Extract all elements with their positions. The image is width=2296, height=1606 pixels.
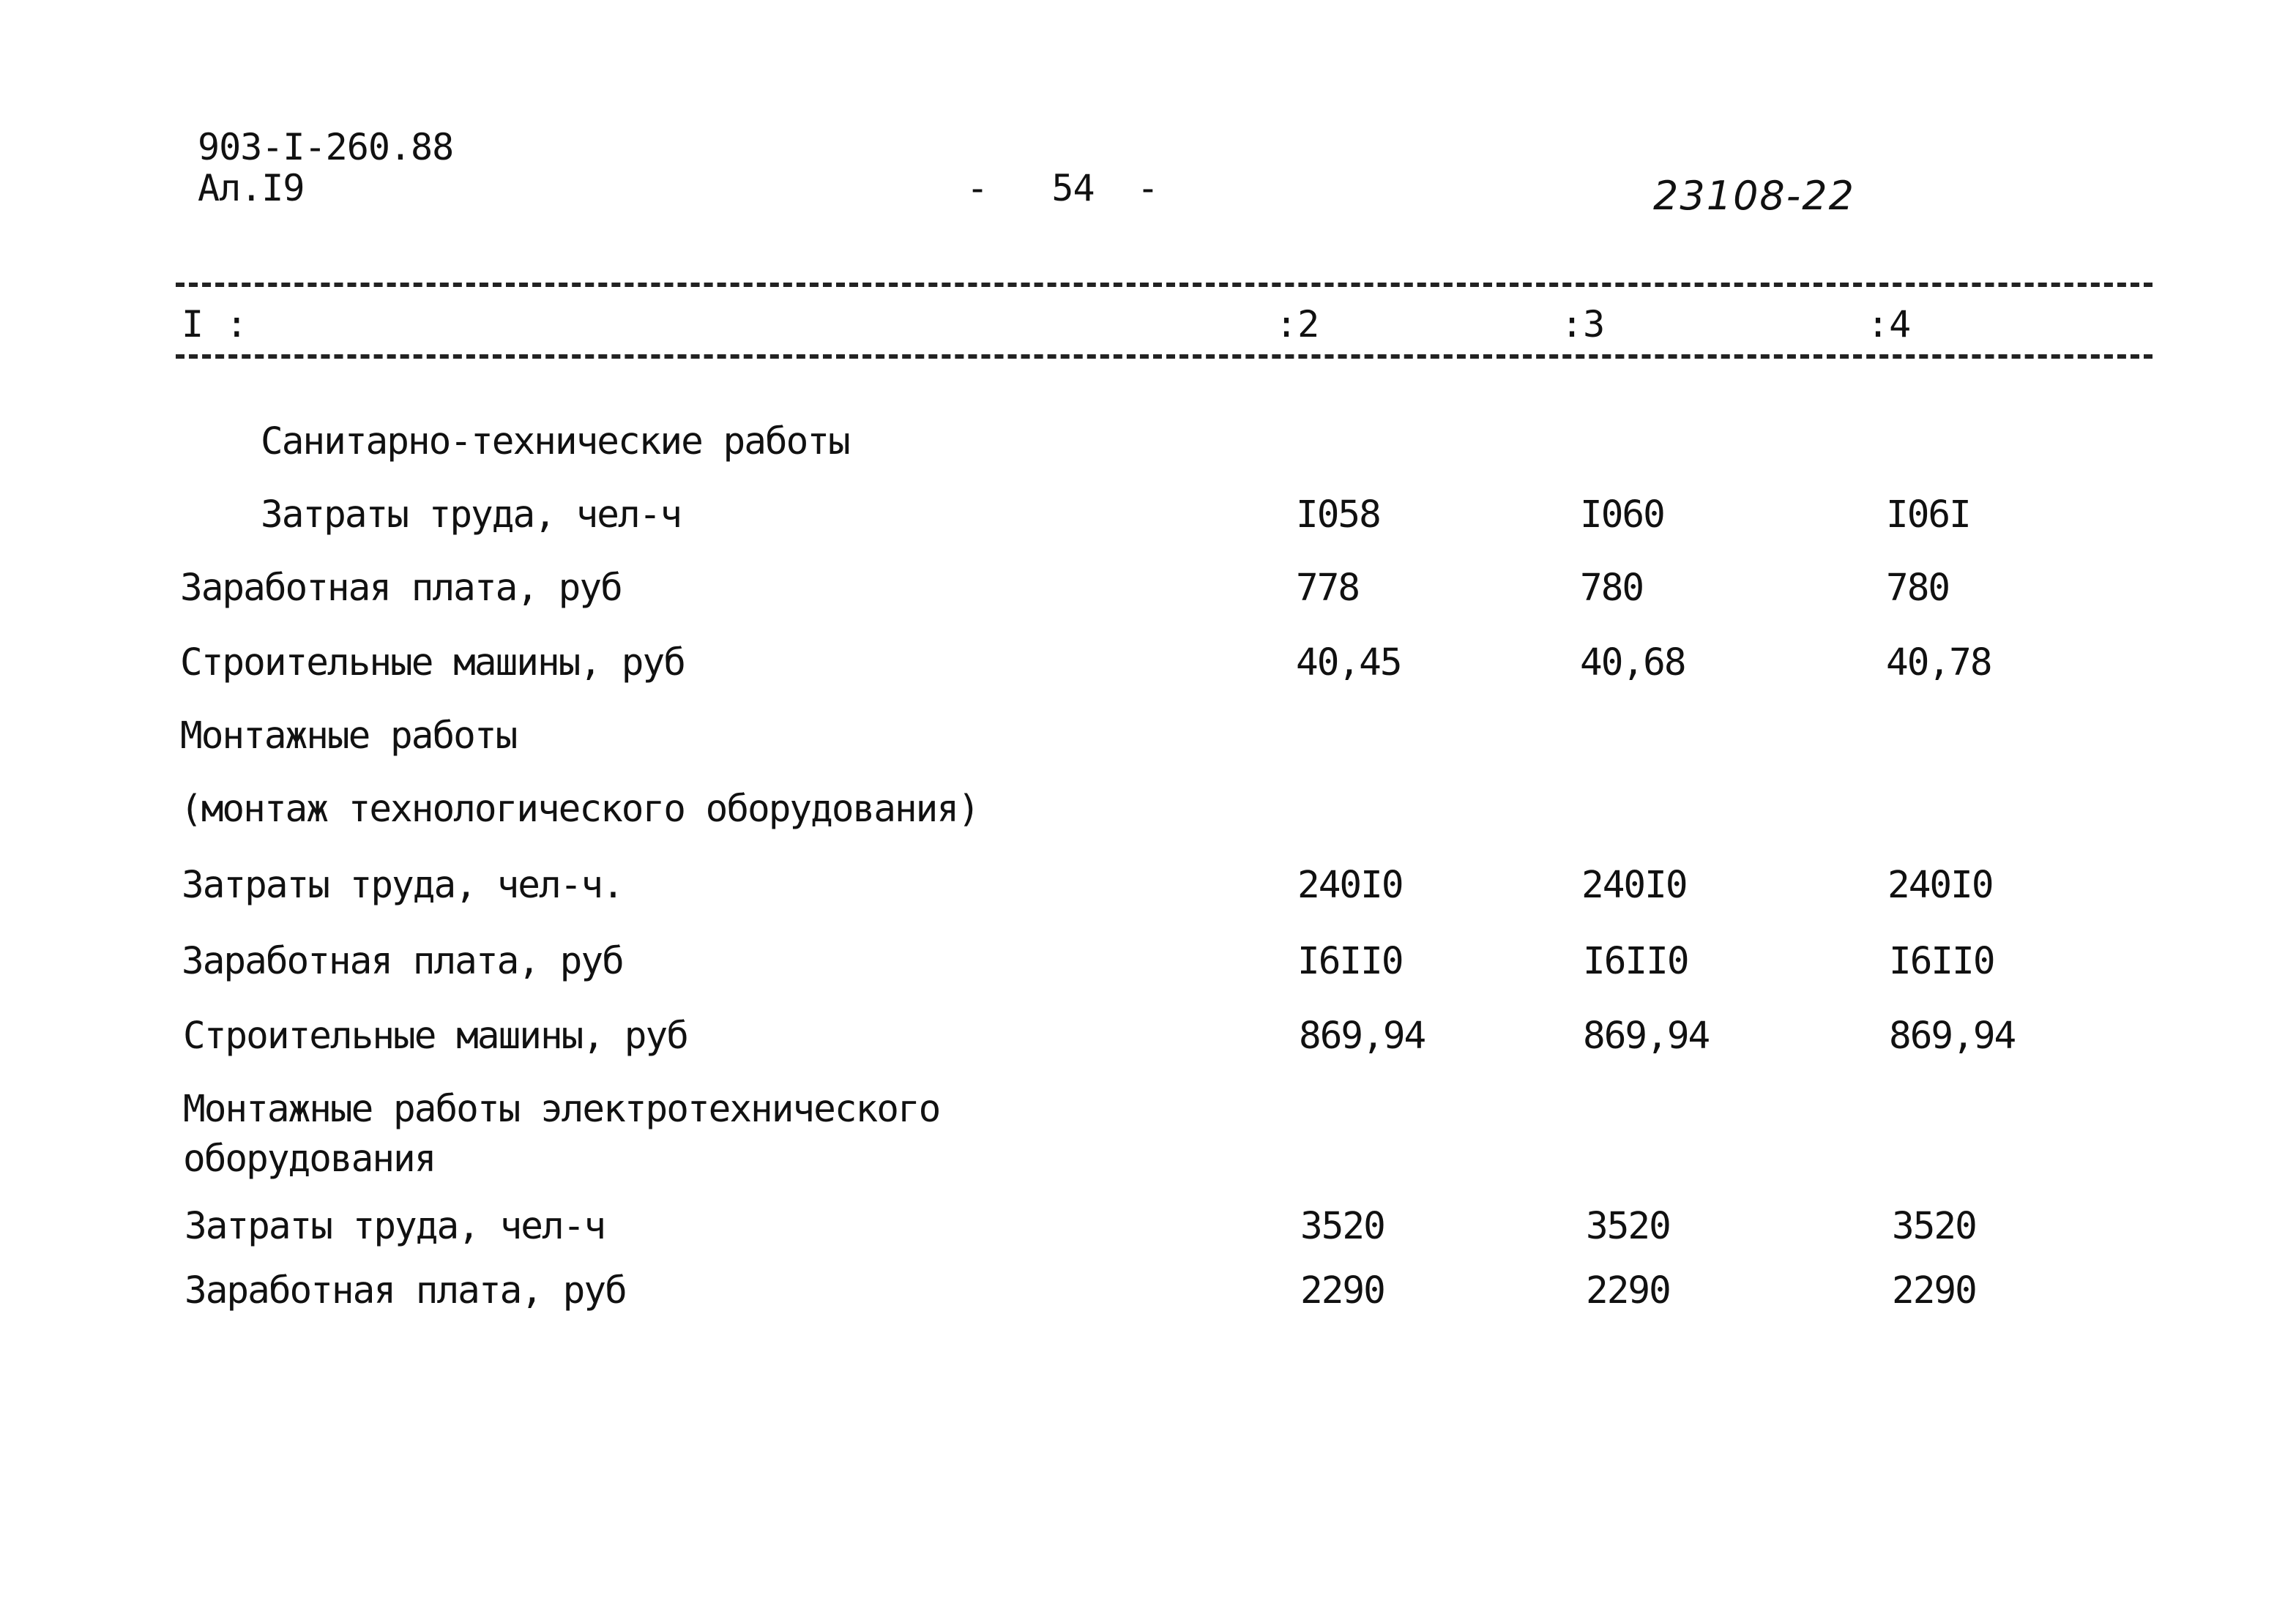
cell-col3: 2290 bbox=[1586, 1269, 1670, 1312]
cell-col2: I058 bbox=[1296, 493, 1380, 537]
header-top-rule bbox=[176, 283, 2152, 287]
row-label: Заработная плата, руб bbox=[184, 1269, 626, 1312]
table-row bbox=[0, 1205, 2296, 1252]
table-row bbox=[0, 940, 2296, 987]
cell-col4: 40,78 bbox=[1886, 641, 1991, 684]
cell-col3: 3520 bbox=[1586, 1205, 1670, 1248]
cell-col3: I060 bbox=[1580, 493, 1664, 537]
row-label: Санитарно-технические работы bbox=[261, 420, 849, 463]
column-header-2: :2 bbox=[1275, 303, 1320, 346]
inventory-number: 23108-22 bbox=[1653, 173, 1855, 219]
cell-col2: 778 bbox=[1296, 567, 1360, 610]
row-label: Заработная плата, руб bbox=[182, 940, 623, 983]
table-row bbox=[0, 1088, 2296, 1135]
cell-col4: 240I0 bbox=[1887, 864, 1993, 907]
table-row bbox=[0, 493, 2296, 540]
table-row bbox=[0, 714, 2296, 761]
table-row bbox=[0, 1140, 2296, 1184]
cell-col2: 240I0 bbox=[1297, 864, 1403, 907]
cell-col4: I06I bbox=[1886, 493, 1970, 537]
table-row bbox=[0, 420, 2296, 467]
cell-col3: 240I0 bbox=[1581, 864, 1687, 907]
table-row bbox=[0, 569, 2296, 613]
column-header-1: I : bbox=[182, 303, 248, 346]
cell-col4: I6II0 bbox=[1889, 940, 1994, 983]
row-label: Строительные машины, руб bbox=[183, 1015, 687, 1058]
page-number: - 54 - bbox=[966, 167, 1158, 209]
table-row bbox=[0, 864, 2296, 911]
row-label: (монтаж технологического оборудования) bbox=[180, 788, 979, 831]
row-label: Монтажные работы bbox=[180, 714, 517, 758]
sheet-label: Ал.I9 bbox=[198, 167, 305, 209]
row-label: оборудования bbox=[183, 1138, 436, 1181]
column-header-3: :3 bbox=[1561, 303, 1606, 346]
cell-col2: I6II0 bbox=[1297, 940, 1403, 983]
table-row bbox=[0, 788, 2296, 834]
table-row bbox=[0, 641, 2296, 688]
cell-col3: 40,68 bbox=[1580, 641, 1685, 684]
row-label: Строительные машины, руб bbox=[180, 641, 685, 684]
cell-col2: 40,45 bbox=[1296, 641, 1401, 684]
table-row bbox=[0, 1269, 2296, 1316]
cell-col4: 2290 bbox=[1892, 1269, 1976, 1312]
document-code: 903-I-260.88 bbox=[198, 126, 454, 168]
cell-col3: 869,94 bbox=[1583, 1015, 1710, 1058]
row-label: Затраты труда, чел-ч bbox=[184, 1205, 605, 1248]
cell-col2: 869,94 bbox=[1299, 1015, 1425, 1058]
row-label: Монтажные работы электротехнического bbox=[183, 1088, 940, 1131]
cell-col4: 780 bbox=[1886, 567, 1950, 610]
row-label: Заработная плата, руб bbox=[180, 567, 622, 610]
row-label: Затраты труда, чел-ч bbox=[261, 493, 682, 537]
column-header-4: :4 bbox=[1867, 303, 1912, 346]
cell-col2: 2290 bbox=[1300, 1269, 1384, 1312]
cell-col2: 3520 bbox=[1300, 1205, 1384, 1248]
cell-col3: 780 bbox=[1580, 567, 1644, 610]
cell-col4: 3520 bbox=[1892, 1205, 1976, 1248]
cell-col3: I6II0 bbox=[1583, 940, 1688, 983]
cell-col4: 869,94 bbox=[1889, 1015, 2016, 1058]
table-row bbox=[0, 1017, 2296, 1061]
header-bottom-rule bbox=[176, 354, 2152, 359]
row-label: Затраты труда, чел-ч. bbox=[182, 864, 623, 907]
